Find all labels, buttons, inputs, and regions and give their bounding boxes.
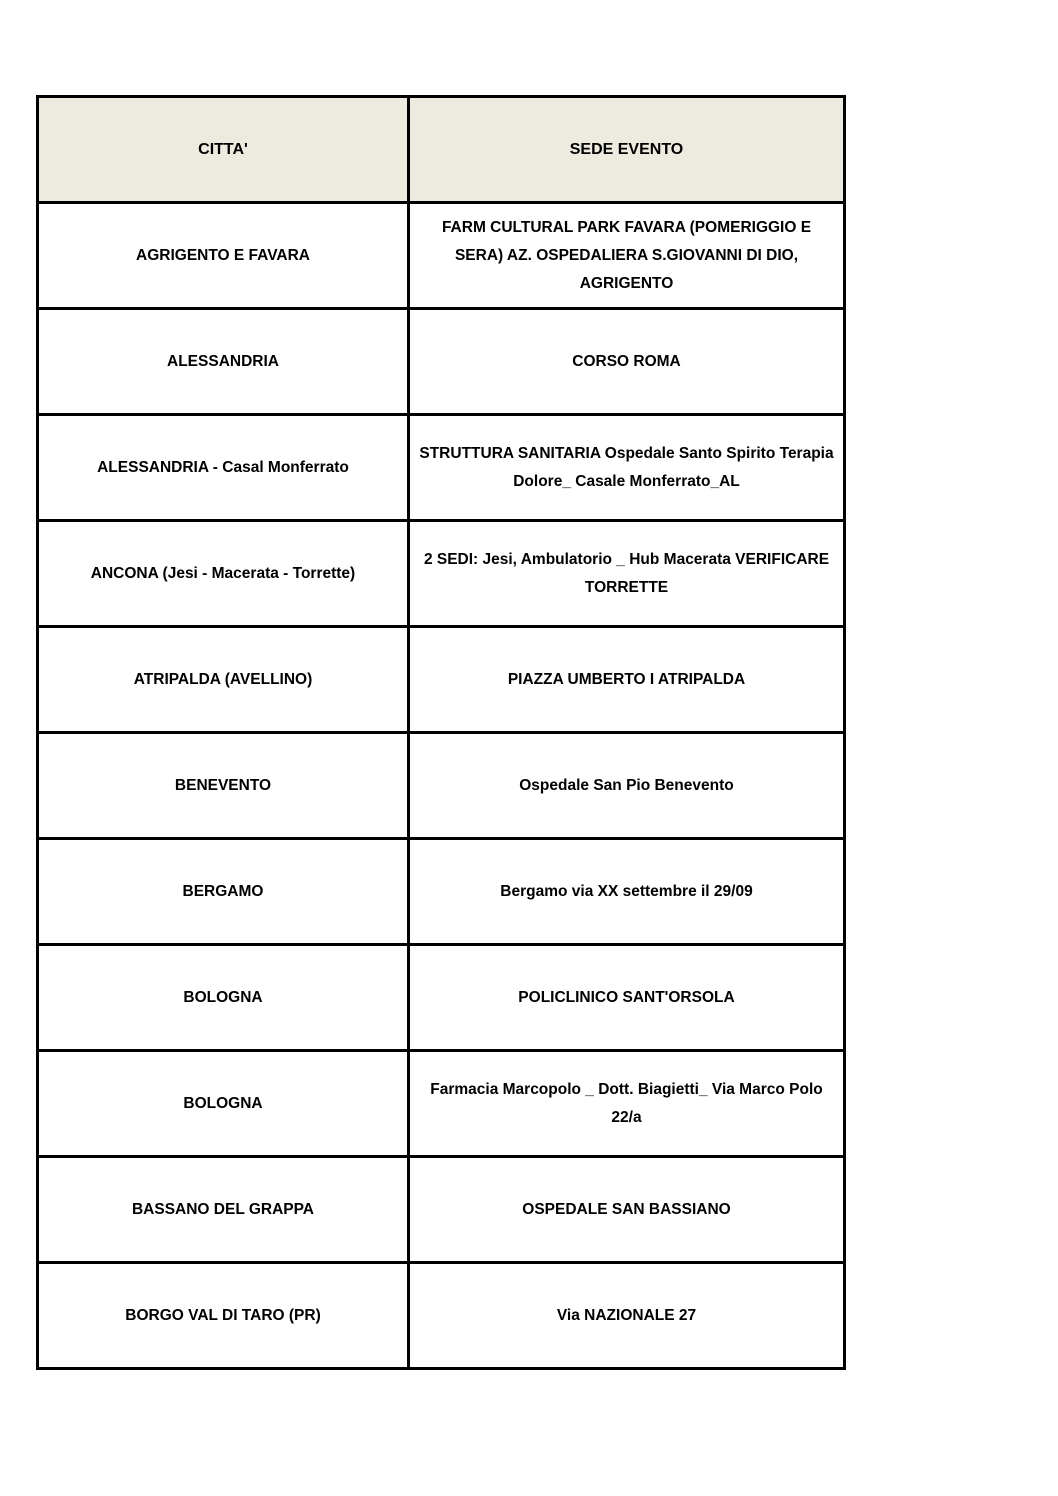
city-column-header: CITTA' bbox=[38, 97, 409, 203]
venue-cell: OSPEDALE SAN BASSIANO bbox=[409, 1157, 845, 1263]
table-row bbox=[38, 945, 845, 1051]
venue-cell: 2 SEDI: Jesi, Ambulatorio _ Hub Macerata VERIFICARE TORRETTE bbox=[409, 521, 845, 627]
city-cell: BERGAMO bbox=[38, 839, 409, 945]
venue-column-header: SEDE EVENTO bbox=[409, 97, 845, 203]
city-venue-table bbox=[36, 95, 846, 1370]
table-row bbox=[38, 839, 845, 945]
table-row bbox=[38, 1157, 845, 1263]
venue-cell: POLICLINICO SANT'ORSOLA bbox=[409, 945, 845, 1051]
venue-cell: FARM CULTURAL PARK FAVARA (POMERIGGIO E SERA) AZ. OSPEDALIERA S.GIOVANNI DI DIO, AGRIGENTO bbox=[409, 203, 845, 309]
venue-cell: Farmacia Marcopolo _ Dott. Biagietti_ Via Marco Polo 22/a bbox=[409, 1051, 845, 1157]
city-cell: ALESSANDRIA bbox=[38, 309, 409, 415]
city-cell: AGRIGENTO E FAVARA bbox=[38, 203, 409, 309]
city-cell: BOLOGNA bbox=[38, 945, 409, 1051]
city-cell: ALESSANDRIA - Casal Monferrato bbox=[38, 415, 409, 521]
table-row bbox=[38, 627, 845, 733]
city-cell: ANCONA (Jesi - Macerata - Torrette) bbox=[38, 521, 409, 627]
table-row bbox=[38, 1051, 845, 1157]
table-row bbox=[38, 1263, 845, 1369]
table-row bbox=[38, 521, 845, 627]
city-cell: BENEVENTO bbox=[38, 733, 409, 839]
table-row bbox=[38, 415, 845, 521]
city-cell: BOLOGNA bbox=[38, 1051, 409, 1157]
table-row bbox=[38, 733, 845, 839]
venue-cell: Ospedale San Pio Benevento bbox=[409, 733, 845, 839]
venue-cell: CORSO ROMA bbox=[409, 309, 845, 415]
table-row bbox=[38, 203, 845, 309]
venue-cell: PIAZZA UMBERTO I ATRIPALDA bbox=[409, 627, 845, 733]
header-row bbox=[38, 97, 845, 203]
table-row bbox=[38, 309, 845, 415]
venue-cell: STRUTTURA SANITARIA Ospedale Santo Spirito Terapia Dolore_ Casale Monferrato_AL bbox=[409, 415, 845, 521]
venue-cell: Via NAZIONALE 27 bbox=[409, 1263, 845, 1369]
city-cell: BASSANO DEL GRAPPA bbox=[38, 1157, 409, 1263]
venue-cell: Bergamo via XX settembre il 29/09 bbox=[409, 839, 845, 945]
city-cell: BORGO VAL DI TARO (PR) bbox=[38, 1263, 409, 1369]
city-cell: ATRIPALDA (AVELLINO) bbox=[38, 627, 409, 733]
